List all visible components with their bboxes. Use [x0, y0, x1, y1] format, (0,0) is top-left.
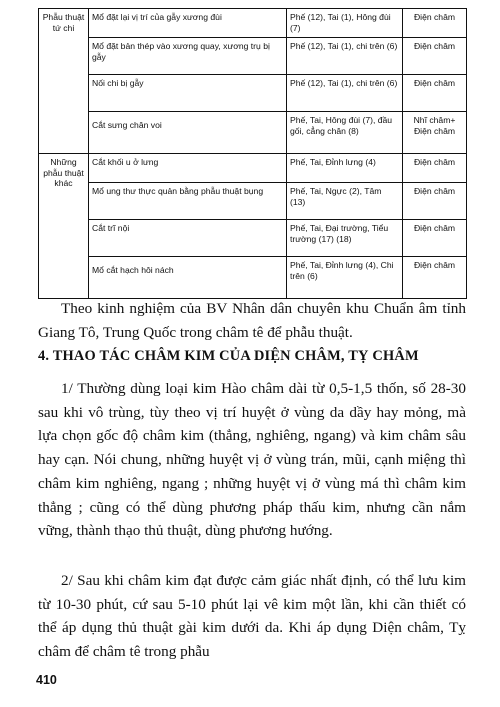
- section-heading: 4. THAO TÁC CHÂM KIM CỦA DIỆN CHÂM, TỴ CHÂM: [38, 348, 419, 364]
- points-cell: Phế, Tai, Đỉnh lưng (4), Chi trên (6): [287, 257, 403, 299]
- procedure-cell: Cắt khối u ở lưng: [89, 154, 287, 183]
- procedure-cell: Mổ ung thư thực quản bằng phẫu thuật bụng: [89, 183, 287, 220]
- table-row: [39, 220, 467, 257]
- procedure-cell: Mổ đặt bản thép vào xương quay, xương trụ bị gẫy: [89, 38, 287, 75]
- procedure-cell: Cắt sưng chân voi: [89, 112, 287, 154]
- method-cell: Điện châm: [403, 183, 467, 220]
- method-cell: Điện châm: [403, 9, 467, 38]
- group-cell-other-surgery: Những phẫu thuật khác: [39, 154, 89, 299]
- paragraph-2: 2/ Sau khi châm kim đạt được cảm giác nhất định, có thể lưu kim từ 10-30 phút, cứ sau 5-10 phút lại vê kim một lần, khi cần thiết có thể áp dụng thủ thuật gài kim dưới da. Khi áp dụng Diện châm, Tỵ châm để châm tê trong phẫu: [38, 572, 466, 661]
- method-cell: Điện châm: [403, 257, 467, 299]
- procedure-cell: Mổ đặt lại vị trí của gẫy xương đùi: [89, 9, 287, 38]
- table-row: [39, 112, 467, 154]
- table-row: [39, 183, 467, 220]
- group-cell-limb-surgery: Phẫu thuật tứ chi: [39, 9, 89, 154]
- table-row: [39, 154, 467, 183]
- page-number: 410: [36, 673, 57, 687]
- points-cell: Phế (12), Tai (1), Hông đùi (7): [287, 9, 403, 38]
- points-cell: Phế, Tai, Đại trường, Tiểu trường (17) (18): [287, 220, 403, 257]
- points-cell: Phế, Tai, Hông đùi (7), đầu gối, cẳng chân (8): [287, 112, 403, 154]
- procedure-cell: Nối chi bị gẫy: [89, 75, 287, 112]
- table-row: [39, 38, 467, 75]
- procedure-cell: Mổ cắt hạch hôi nách: [89, 257, 287, 299]
- method-cell: Điện châm: [403, 220, 467, 257]
- method-cell: Điện châm: [403, 38, 467, 75]
- method-cell: Điện châm: [403, 154, 467, 183]
- points-cell: Phế (12), Tai (1), chi trên (6): [287, 38, 403, 75]
- paragraph-1: 1/ Thường dùng loại kim Hào châm dài từ 0,5-1,5 thốn, số 28-30 sau khi vô trùng, tùy theo vị trí huyệt ở vùng da dầy hay mỏng, mà lựa chọn gốc độ châm kim (thẳng, nghiêng, ngang) và kim châm sâu hay cạn. Nói chung, những huyệt vị ở vùng trán, mũi, cạnh miệng thì châm kim nghiêng, ngang ; những huyệt vị ở vùng má thì châm kim thẳng ; cũng có thể dùng phương pháp thấu kim, nhưng cần nắm vững, thành thạo thủ thuật, dùng phương hướng.: [38, 380, 466, 540]
- procedure-cell: Cắt trĩ nội: [89, 220, 287, 257]
- points-cell: Phế, Tai, Đỉnh lưng (4): [287, 154, 403, 183]
- acupuncture-anesthesia-table: [38, 8, 467, 299]
- table-row: [39, 75, 467, 112]
- table-row: [39, 257, 467, 299]
- points-cell: Phế, Tai, Ngực (2), Tâm (13): [287, 183, 403, 220]
- table-row: [39, 9, 467, 38]
- method-cell: Điện châm: [403, 75, 467, 112]
- points-cell: Phế (12), Tai (1), chi trên (6): [287, 75, 403, 112]
- method-cell: Nhĩ châm+ Điện châm: [403, 112, 467, 154]
- table-source-note: Theo kinh nghiệm của BV Nhân dân chuyên khu Chuẩn âm tỉnh Giang Tô, Trung Quốc trong châm tê để phẫu thuật.: [38, 300, 466, 341]
